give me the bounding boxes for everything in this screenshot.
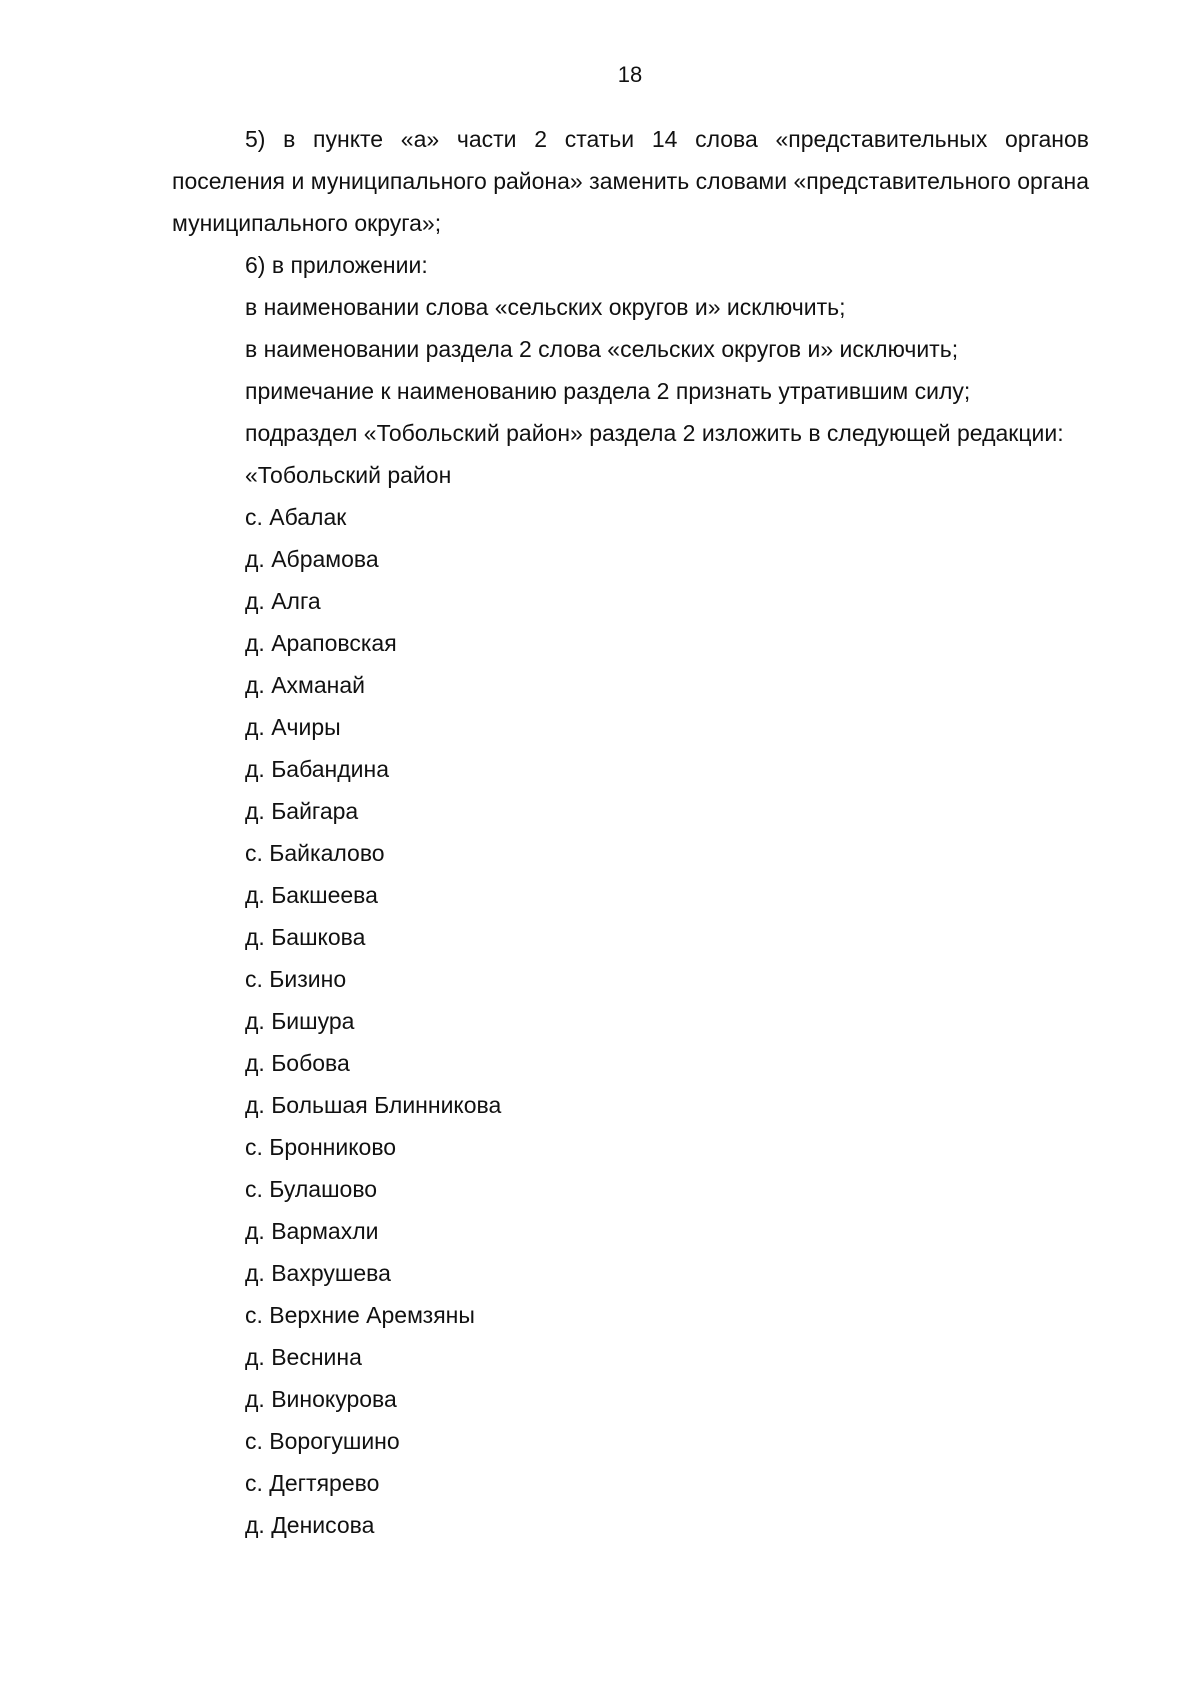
document-body [172,118,1089,1546]
subsection-title: «Тобольский район [245,462,452,488]
settlement-item: д. Вармахли [245,1218,379,1244]
settlement-item: с. Бизино [245,966,347,992]
settlement-item: с. Верхние Аремзяны [245,1302,475,1328]
paragraph-subsection-restatement: подраздел «Тобольский район» раздела 2 изложить в следующей редакции: [245,420,1064,446]
settlement-item: д. Бишура [245,1008,355,1034]
paragraph-section-name-change: в наименовании раздела 2 слова «сельских округов и» исключить; [245,336,959,362]
settlement-item: с. Ворогушино [245,1428,400,1454]
settlement-item: д. Веснина [245,1344,362,1370]
settlement-item: д. Большая Блинникова [245,1092,502,1118]
page-number: 18 [617,62,643,87]
settlement-item: с. Байкалово [245,840,385,866]
settlement-item: д. Абрамова [245,546,379,572]
settlement-item: д. Вахрушева [245,1260,391,1286]
settlement-item: д. Алга [245,588,321,614]
settlement-item: д. Бабандина [245,756,389,782]
settlement-item: с. Бронниково [245,1134,397,1160]
paragraph-item-5: 5) в пункте «а» части 2 статьи 14 слова «представительных органов поселения и муниципального района» заменить словами «представительного органа муниципального округа»; [172,126,1089,236]
paragraph-name-change: в наименовании слова «сельских округов и» исключить; [245,294,846,320]
settlement-item: д. Ахманай [245,672,365,698]
settlement-item: д. Денисова [245,1512,375,1538]
settlement-item: д. Башкова [245,924,366,950]
settlement-item: с. Дегтярево [245,1470,380,1496]
settlement-item: д. Байгара [245,798,359,824]
settlement-item: д. Бобова [245,1050,350,1076]
settlement-item: д. Винокурова [245,1386,397,1412]
settlement-item: д. Араповская [245,630,397,656]
paragraph-note-repeal: примечание к наименованию раздела 2 признать утратившим силу; [245,378,971,404]
paragraph-item-6: 6) в приложении: [245,252,428,278]
settlement-item: д. Бакшеева [245,882,378,908]
settlement-list [172,496,1089,1546]
settlement-item: с. Абалак [245,504,347,530]
settlement-item: с. Булашово [245,1176,378,1202]
settlement-item: д. Ачиры [245,714,341,740]
